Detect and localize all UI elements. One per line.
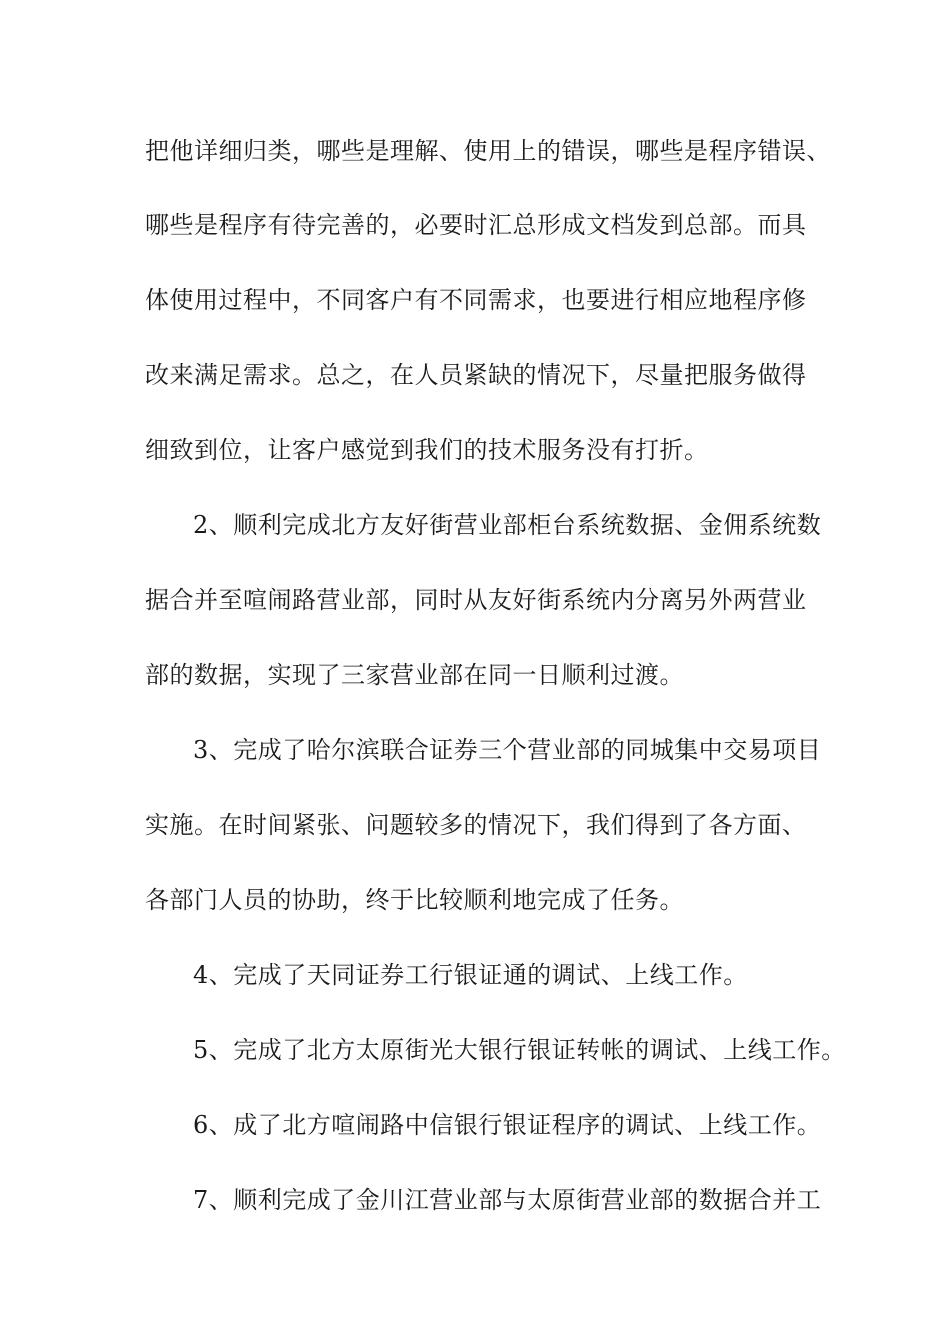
list-item-5-line: 5、完成了北方太原街光大银行银证转帐的调试、上线工作。 bbox=[193, 1036, 846, 1064]
list-item-4-line: 4、完成了天同证券工行银证通的调试、上线工作。 bbox=[193, 961, 748, 989]
paragraph-line: 各部门人员的协助，终于比较顺利地完成了任务。 bbox=[145, 886, 684, 914]
list-item-2-line: 2、顺利完成北方友好街营业部柜台系统数据、金佣系统数 bbox=[193, 511, 822, 539]
paragraph-line: 把他详细归类，哪些是理解、使用上的错误，哪些是程序错误、 bbox=[145, 137, 831, 165]
paragraph-line: 细致到位，让客户感觉到我们的技术服务没有打折。 bbox=[145, 436, 709, 464]
paragraph-line: 实施。在时间紧张、问题较多的情况下，我们得到了各方面、 bbox=[145, 811, 807, 839]
paragraph-line: 部的数据，实现了三家营业部在同一日顺利过渡。 bbox=[145, 661, 684, 689]
list-item-7-line: 7、顺利完成了金川江营业部与太原街营业部的数据合并工 bbox=[193, 1186, 822, 1214]
list-item-3-line: 3、完成了哈尔滨联合证券三个营业部的同城集中交易项目 bbox=[193, 736, 822, 764]
paragraph-line: 体使用过程中，不同客户有不同需求，也要进行相应地程序修 bbox=[145, 286, 807, 314]
list-item-6-line: 6、成了北方喧闹路中信银行银证程序的调试、上线工作。 bbox=[193, 1111, 822, 1139]
paragraph-line: 改来满足需求。总之，在人员紧缺的情况下，尽量把服务做得 bbox=[145, 361, 807, 389]
paragraph-line: 据合并至喧闹路营业部，同时从友好街系统内分离另外两营业 bbox=[145, 586, 807, 614]
paragraph-line: 哪些是程序有待完善的，必要时汇总形成文档发到总部。而具 bbox=[145, 211, 807, 239]
